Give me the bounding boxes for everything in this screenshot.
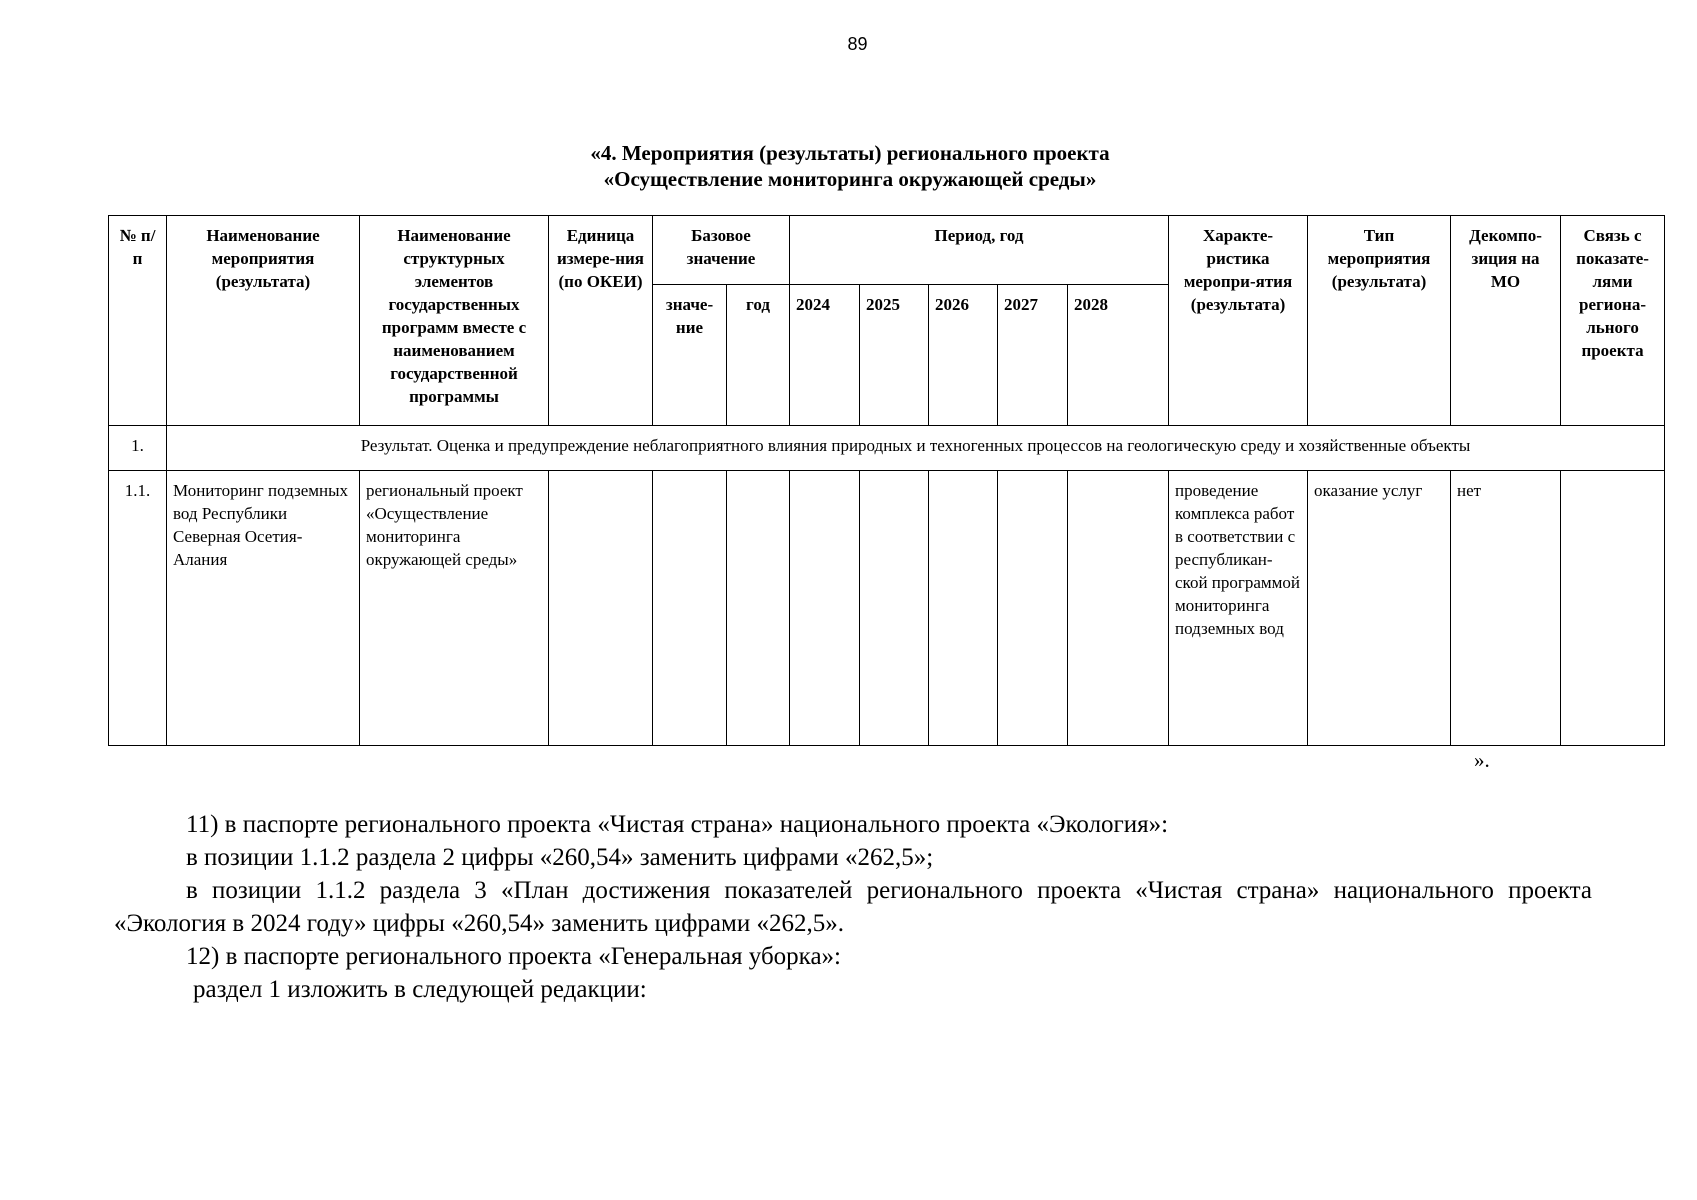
header-link: Связь с показате-лями региона-льного проекта <box>1561 216 1665 426</box>
amendment-text <box>114 808 1592 1006</box>
header-year-2027: 2027 <box>998 285 1068 426</box>
item-base-year <box>727 471 790 746</box>
item-structural: региональный проект «Осуществление мониторинга окружающей среды» <box>360 471 549 746</box>
item-link <box>1561 471 1665 746</box>
item-2025 <box>860 471 929 746</box>
header-period: Период, год <box>790 216 1169 285</box>
section-title-line-1: «4. Мероприятия (результаты) регионального проекта <box>590 141 1110 165</box>
paragraph-5: раздел 1 изложить в следующей редакции: <box>193 976 647 1003</box>
header-base-value-year: год <box>727 285 790 426</box>
result-num: 1. <box>109 426 167 471</box>
header-decomposition: Декомпо-зиция на МО <box>1451 216 1561 426</box>
header-year-2026: 2026 <box>929 285 998 426</box>
item-2028 <box>1068 471 1169 746</box>
table-header-row <box>109 216 1665 285</box>
table-row-result <box>109 426 1665 471</box>
item-base-value <box>653 471 727 746</box>
item-unit <box>549 471 653 746</box>
item-name: Мониторинг подземных вод Республики Северная Осетия-Алания <box>167 471 360 746</box>
header-base-value: Базовое значение <box>653 216 790 285</box>
paragraph-3: в позиции 1.1.2 раздела 3 «План достижения показателей регионального проекта «Чистая страна» национального проекта «Экология в 2024 году» цифры «260,54» заменить цифрами «262,5». <box>114 877 1592 937</box>
item-2026 <box>929 471 998 746</box>
measures-table <box>108 215 1665 746</box>
header-characteristic: Характе-ристика меропри-ятия (результата) <box>1169 216 1308 426</box>
paragraph-2: в позиции 1.1.2 раздела 2 цифры «260,54» заменить цифрами «262,5»; <box>186 844 934 871</box>
closing-quote-mark: ». <box>1474 748 1490 772</box>
header-structural-elements: Наименование структурных элементов государственных программ вместе с наименованием государственной программы <box>360 216 549 426</box>
header-type: Тип мероприятия (результата) <box>1308 216 1451 426</box>
item-decomposition: нет <box>1451 471 1561 746</box>
header-year-2025: 2025 <box>860 285 929 426</box>
item-2027 <box>998 471 1068 746</box>
header-year-2024: 2024 <box>790 285 860 426</box>
section-title-line-2: «Осуществление мониторинга окружающей среды» <box>603 167 1097 191</box>
item-2024 <box>790 471 860 746</box>
item-characteristic: проведение комплекса работ в соответствии с республикан-ской программой мониторинга подземных вод <box>1169 471 1308 746</box>
paragraph-4: 12) в паспорте регионального проекта «Генеральная уборка»: <box>186 943 841 970</box>
header-num: № п/п <box>109 216 167 426</box>
header-base-value-value: значе-ние <box>653 285 727 426</box>
header-year-2028: 2028 <box>1068 285 1169 426</box>
header-name: Наименование мероприятия (результата) <box>167 216 360 426</box>
table-row-item <box>109 471 1665 746</box>
paragraph-1: 11) в паспорте регионального проекта «Чистая страна» национального проекта «Экология»: <box>186 811 1169 838</box>
item-num: 1.1. <box>109 471 167 746</box>
item-type: оказание услуг <box>1308 471 1451 746</box>
section-title <box>500 140 1200 192</box>
header-unit: Единица измере-ния (по ОКЕИ) <box>549 216 653 426</box>
page-number: 89 <box>847 34 868 54</box>
result-text: Результат. Оценка и предупреждение неблагоприятного влияния природных и техногенных процессов на геологическую среду и хозяйственные объекты <box>167 426 1665 471</box>
